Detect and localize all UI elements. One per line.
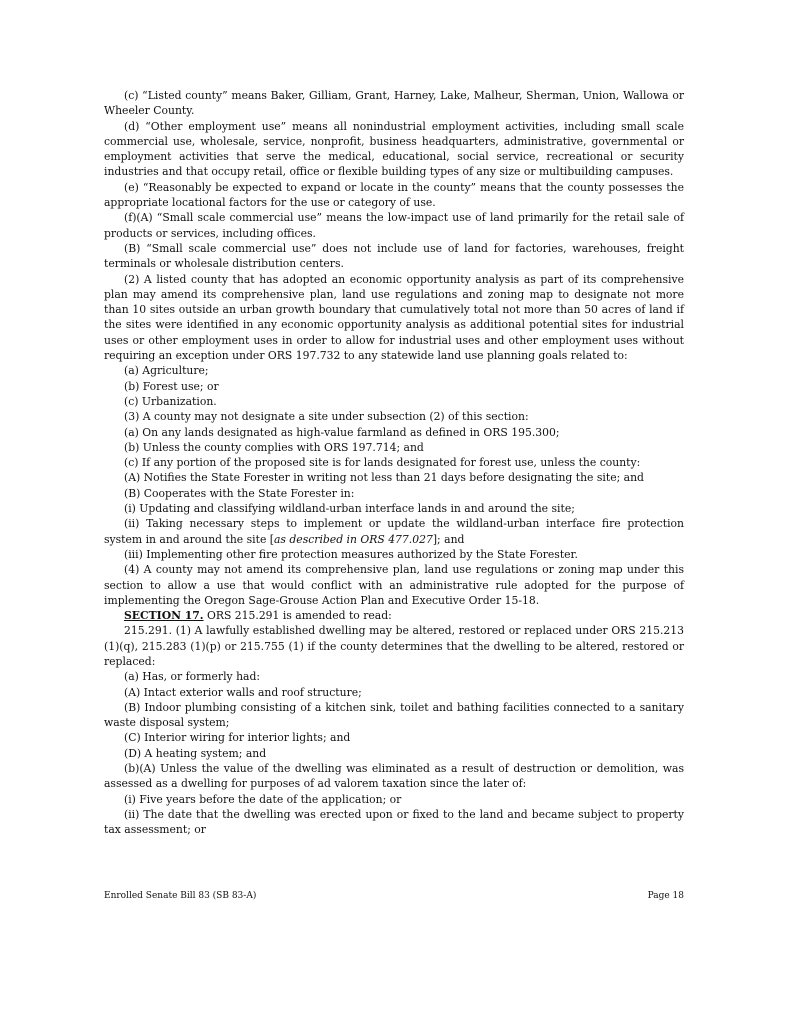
bill-body xyxy=(104,88,684,838)
list-item: (D) A heating system; and xyxy=(124,746,267,760)
list-item: (b) Forest use; or xyxy=(124,379,219,393)
list-item: (b) Unless the county complies with ORS 197.714; and xyxy=(124,440,424,454)
subsection-3: (3) A county may not designate a site under subsection (2) of this section: xyxy=(124,410,529,424)
list-item: (B) Cooperates with the State Forester in: xyxy=(124,486,355,500)
fire-protection-text-end: ]; and xyxy=(432,532,465,546)
list-item: (c) If any portion of the proposed site is for lands designated for forest use, unless the county: xyxy=(124,456,641,470)
definition-small-scale-commercial: (f)(A) “Small scale commercial use” means the low-impact use of land primarily for the retail sale of products or services, including offices. xyxy=(104,211,684,240)
list-item: (A) Notifies the State Forester in writing not less than 21 days before designating the site; and xyxy=(124,471,644,485)
page-number: Page 18 xyxy=(647,891,684,901)
list-item: (b)(A) Unless the value of the dwelling was eliminated as a result of destruction or demolition, was assessed as a dwelling for purposes of ad valorem taxation since the later of: xyxy=(104,762,684,791)
list-item: (iii) Implementing other fire protection measures authorized by the State Forester. xyxy=(124,547,578,561)
fire-protection-text: (ii) Taking necessary steps to implement or update the wildland-urban interface fire protection system in and around the site [ xyxy=(104,517,684,546)
section-17 xyxy=(104,608,684,623)
definition-reasonably-expected: (e) “Reasonably be expected to expand or locate in the county” means that the county possesses the appropriate locational factors for the use or category of use. xyxy=(104,180,684,210)
ors-215-291-1: 215.291. (1) A lawfully established dwelling may be altered, restored or replaced under ORS 215.213 (1)(q), 215.283 (1)(p) or 215.755 (1) if the county determines that the dwelling to be altered, restored or replaced: xyxy=(104,624,684,668)
list-item: (C) Interior wiring for interior lights; and xyxy=(124,731,351,745)
section-heading: SECTION 17. xyxy=(124,609,204,623)
list-item: (a) On any lands designated as high-value farmland as defined in ORS 195.300; xyxy=(124,425,560,439)
list-item: (a) Has, or formerly had: xyxy=(124,670,261,684)
subsection-4: (4) A county may not amend its comprehensive plan, land use regulations or zoning map under this section to allow a use that would conflict with an administrative rule adopted for the purpose of implementing the Oregon Sage-Grouse Action Plan and Executive Order 15-18. xyxy=(104,563,684,607)
section-intro: ORS 215.291 is amended to read: xyxy=(203,609,392,623)
list-item: (i) Five years before the date of the application; or xyxy=(124,792,402,806)
definition-other-employment-use: (d) “Other employment use” means all nonindustrial employment activities, including small scale commercial use, wholesale, service, nonprofit, business headquarters, administrative, governmental or employment activities that serve the medical, educational, social service, recreational or security industries and that occupy retail, office or flexible building types of any size or multibuilding campuses. xyxy=(104,119,684,179)
deleted-text-italic: as described in ORS 477.027 xyxy=(273,532,433,546)
list-item: (c) Urbanization. xyxy=(124,394,217,408)
list-item: (a) Agriculture; xyxy=(124,364,209,378)
list-item: (B) Indoor plumbing consisting of a kitchen sink, toilet and bathing facilities connected to a sanitary waste disposal system; xyxy=(104,700,684,730)
list-item: (ii) The date that the dwelling was erected upon or fixed to the land and became subject to property tax assessment; or xyxy=(104,807,684,837)
definition-small-scale-exclusions: (B) “Small scale commercial use” does not include use of land for factories, warehouses, freight terminals or wholesale distribution centers. xyxy=(104,241,684,271)
list-item: (i) Updating and classifying wildland-urban interface lands in and around the site; xyxy=(124,502,575,516)
bill-title: Enrolled Senate Bill 83 (SB 83-A) xyxy=(104,891,257,901)
subsection-2: (2) A listed county that has adopted an economic opportunity analysis as part of its comprehensive plan may amend its comprehensive plan, land use regulations and zoning map to designate not more than 10 sites outside an urban growth boundary that cumulatively total not more than 50 acres of land if the sites were identified in any economic opportunity analysis as additional potential sites for industrial uses or other employment uses in order to allow for industrial uses and other employment uses without requiring an exception under ORS 197.732 to any statewide land use planning goals related to: xyxy=(104,272,684,363)
list-item-fire-protection xyxy=(104,516,684,547)
list-item: (A) Intact exterior walls and roof structure; xyxy=(124,685,362,699)
definition-listed-county: (c) “Listed county” means Baker, Gilliam, Grant, Harney, Lake, Malheur, Sherman, Union, Wallowa or Wheeler County. xyxy=(104,89,684,118)
